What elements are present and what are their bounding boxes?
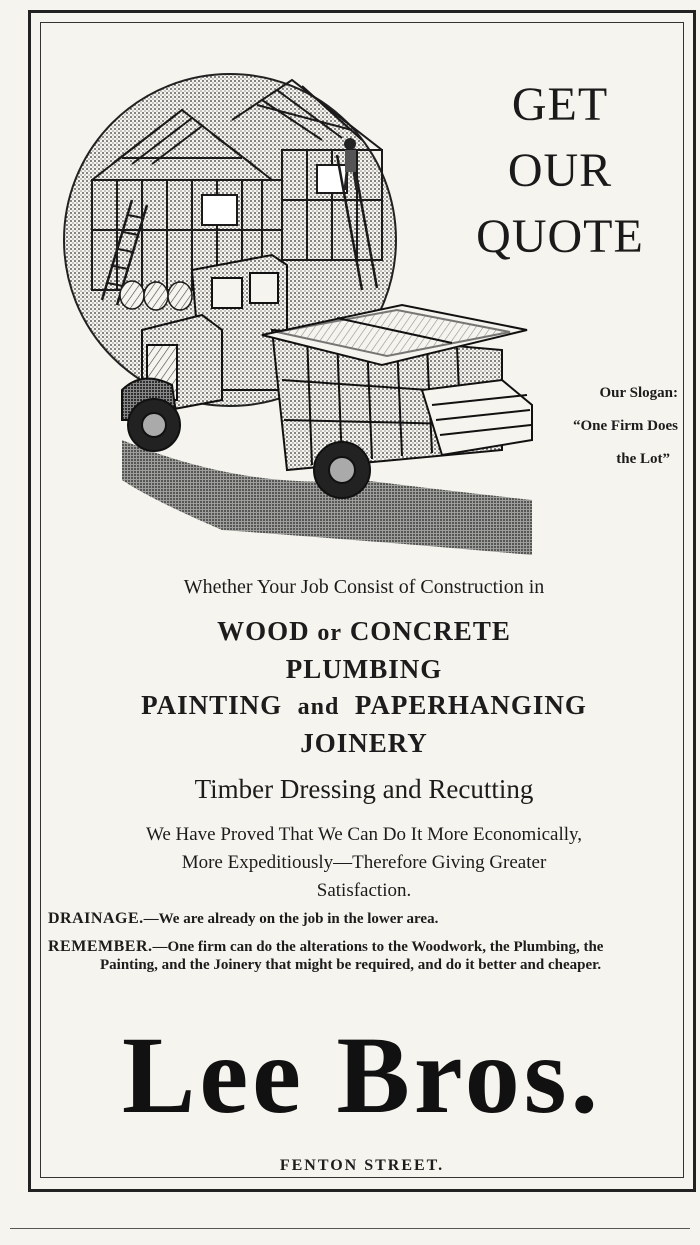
service-or: or <box>317 620 343 646</box>
service-wood-concrete <box>44 613 684 651</box>
proved-statement <box>44 821 684 905</box>
service-joinery: JOINERY <box>300 728 428 758</box>
headline-line-1: GET <box>511 78 609 131</box>
intro-text: Whether Your Job Consist of Construction in <box>183 576 545 598</box>
proved-line-1: We Have Proved That We Can Do It More Economically, <box>145 824 583 845</box>
bottom-rule <box>10 1228 690 1229</box>
service-painting: PAINTING <box>141 690 283 720</box>
slogan <box>478 377 678 476</box>
service-and: and <box>297 694 340 720</box>
service-concrete: CONCRETE <box>349 616 511 646</box>
drainage-label: DRAINAGE. <box>48 910 144 927</box>
headline <box>460 72 660 270</box>
slogan-line-2: the Lot” <box>616 451 670 467</box>
timber-line: Timber Dressing and Recutting <box>194 774 534 804</box>
body-copy <box>44 573 684 905</box>
slogan-label: Our Slogan: <box>599 385 678 401</box>
service-painting-paperhanging <box>44 687 684 725</box>
headline-line-2: OUR <box>507 144 613 197</box>
headline-line-3: QUOTE <box>476 210 644 263</box>
proved-line-2: More Expeditiously—Therefore Giving Greater <box>181 852 547 873</box>
drainage-text: —We are already on the job in the lower area. <box>143 911 439 927</box>
service-plumbing: PLUMBING <box>285 654 443 684</box>
notes <box>48 910 650 974</box>
remember-text: —One firm can do the alterations to the Woodwork, the Plumbing, the Painting, and the Joinery that might be required, and do it better and cheaper. <box>100 939 604 973</box>
service-wood: WOOD <box>217 616 310 646</box>
brand-name: Lee Bros. <box>121 1014 603 1136</box>
remember-note <box>48 938 650 974</box>
slogan-line-1: “One Firm Does <box>573 418 678 434</box>
drainage-note <box>48 910 650 928</box>
proved-line-3: Satisfaction. <box>316 880 412 901</box>
barrels <box>120 281 192 310</box>
remember-label: REMEMBER. <box>48 938 153 955</box>
service-paperhanging: PAPERHANGING <box>354 690 587 720</box>
street-address: FENTON STREET. <box>279 1157 445 1174</box>
